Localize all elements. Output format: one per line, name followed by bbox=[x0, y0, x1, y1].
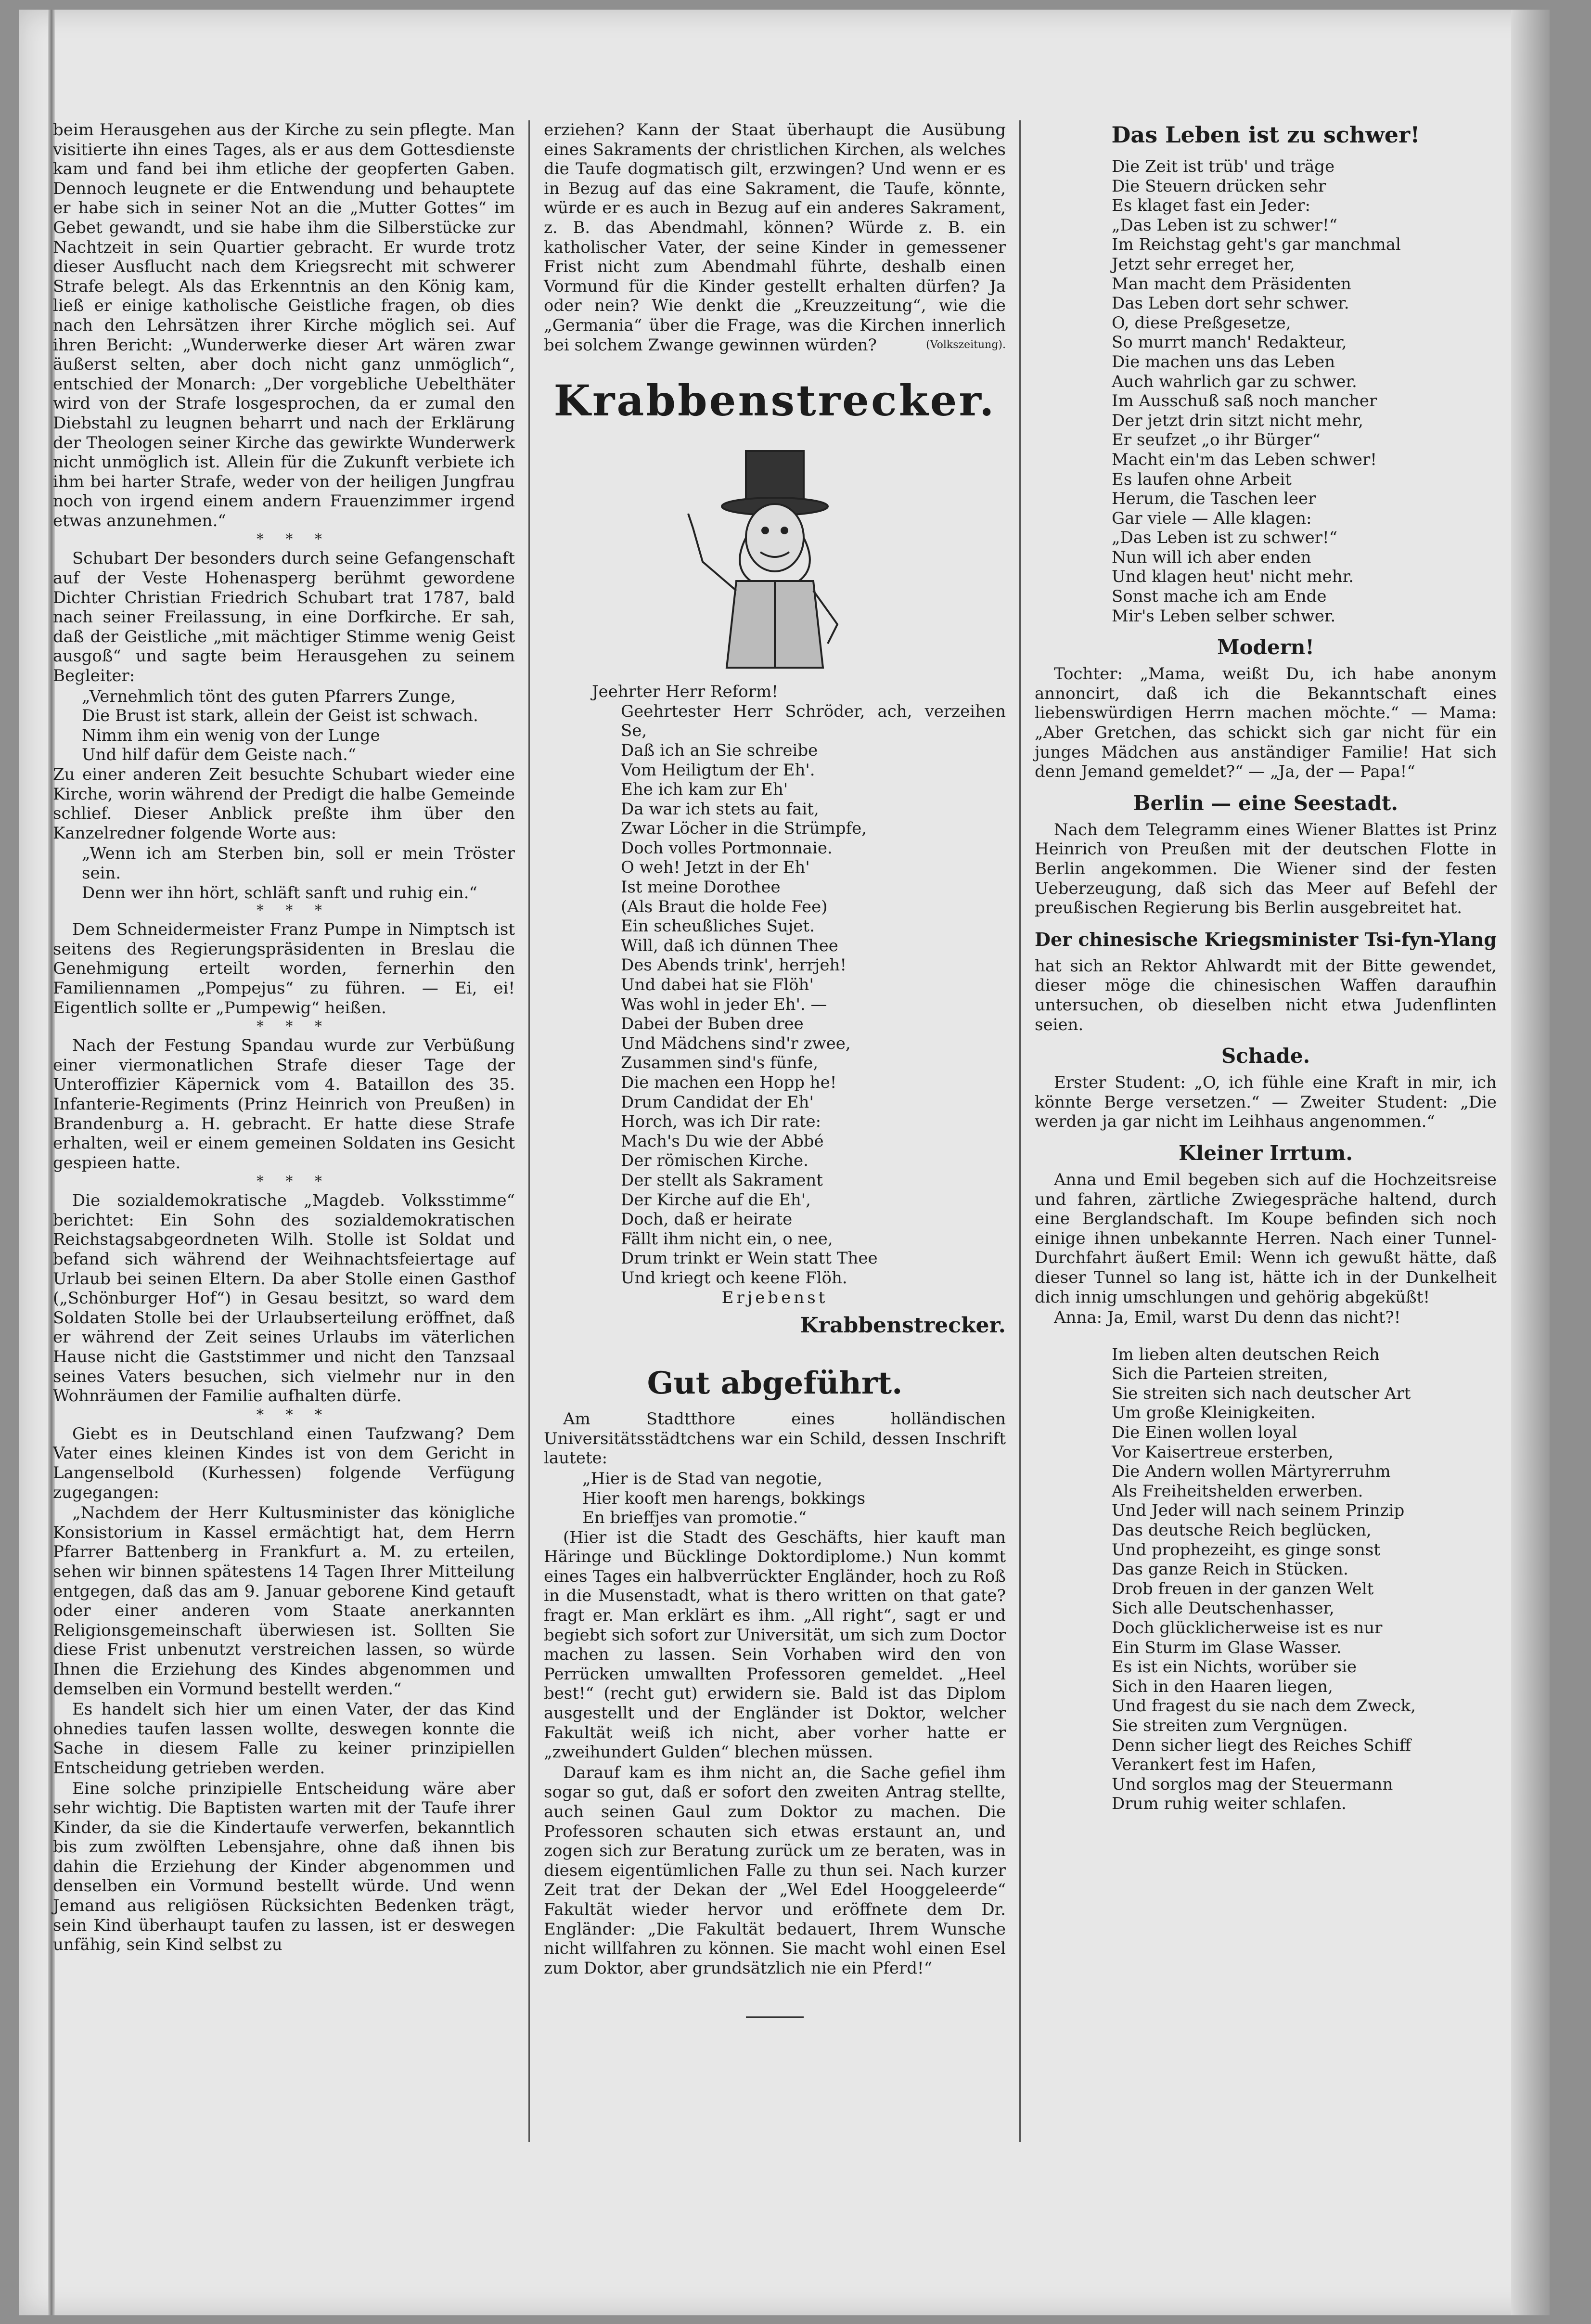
heading-leben-zu-schwer: Das Leben ist zu schwer! bbox=[1111, 122, 1420, 148]
poem bbox=[1112, 157, 1497, 626]
poem-line: Gar viele — Alle klagen: bbox=[1112, 508, 1312, 528]
poem-line: Man macht dem Präsidenten bbox=[1112, 274, 1351, 294]
poem-line: Sie streiten zum Vergnügen. bbox=[1112, 1716, 1348, 1735]
article-paragraph: Dem Schneidermeister Franz Pumpe in Nimptsch ist seitens des Regierungspräsidenten in Breslau die Genehmigung erteilt worden, fernerhin den Familiennamen „Pompejus“ zu führen. — Ei, ei! Eigentlich sollte er „Pumpewig“ heißen. bbox=[53, 920, 515, 1018]
article-paragraph: Am Stadtthore eines holländischen Universitätsstädtchens war ein Schild, dessen Inschrift lautete: bbox=[544, 1409, 1006, 1468]
poem-line: Die Andern wollen Märtyrerruhm bbox=[1112, 1462, 1391, 1482]
poem-line: Und dabei hat sie Flöh' bbox=[621, 975, 814, 995]
poem-line: Im lieben alten deutschen Reich bbox=[1112, 1344, 1380, 1364]
article-paragraph: „Nachdem der Herr Kultusminister das königliche Konsistorium in Kassel ermächtigt hat, dem Herrn Pfarrer Battenberg in Frankfurt a. M. zu erteilen, sehen wir binnen spätestens 14 Tagen Ihrer Mitteilung entgegen, daß das am 9. Januar geborene Kind getauft oder einer anderen vom Staate anerkannten Religionsgemeinschaft überwiesen ist. Sollten Sie diese Frist unbenutzt verstreichen lassen, so würde Ihnen die Erziehung des Kindes abgenommen und demselben ein Vormund bestellt werden.“ bbox=[53, 1503, 515, 1699]
poem-line: Doch, daß er heirate bbox=[621, 1210, 793, 1229]
article-paragraph: Nach dem Telegramm eines Wiener Blattes ist Prinz Heinrich von Preußen mit der deutschen Flotte in Berlin angekommen. Die Wiener sind der festen Ueberzeugung, daß sich das Meer auf Befehl der preußischen Regierung bis Berlin ausgebreitet hat. bbox=[1035, 820, 1497, 918]
poem-line: Fällt ihm nicht ein, o nee, bbox=[621, 1229, 833, 1249]
article-paragraph: Nach der Festung Spandau wurde zur Verbüßung einer viermonatlichen Strafe dieser Tage der Unteroffizier Käpernick vom 4. Bataillon des 35. Infanterie-Regiments (Prinz Heinrich von Preußen) in Brandenburg a. H. gebracht. Er hatte diese Strafe erhalten, weil er einem gemeinen Soldaten ins Gesicht gespieen hatte. bbox=[53, 1036, 515, 1173]
verse-quote bbox=[53, 844, 515, 903]
poem-line: Drum ruhig weiter schlafen. bbox=[1112, 1794, 1347, 1814]
column-rule bbox=[528, 120, 530, 2142]
caricature-illustration bbox=[674, 441, 876, 672]
verse-line: „Vernehmlich tönt des guten Pfarrers Zunge, bbox=[82, 686, 456, 706]
article-paragraph: Tochter: „Mama, weißt Du, ich habe anonym annoncirt, daß ich die Bekanntschaft eines liebenswürdigen Herrn machen möchte.“ — Mama: „Aber Gretchen, das schickt sich gar nicht für ein junges Mädchen aus anständiger Familie! Hat sich denn Jemand gemeldet?“ — „Ja, der — Papa!“ bbox=[1035, 664, 1497, 782]
poem-line: Mach's Du wie der Abbé bbox=[621, 1131, 824, 1151]
poem-line: Die machen uns das Leben bbox=[1112, 352, 1335, 372]
source-note: (Volkszeitung). bbox=[926, 338, 1006, 351]
poem-line: Und prophezeiht, es ginge sonst bbox=[1112, 1540, 1381, 1560]
poem-stanza bbox=[1112, 235, 1497, 313]
article-paragraph: Schubart Der besonders durch seine Gefangenschaft auf der Veste Hohenasperg berühmt gewordene Dichter Christian Friedrich Schubart trat 1787, bald nach seiner Freilassung, in eine Dorfkirche. Er sah, daß der Geistliche „mit mächtiger Stimme wenig Geist ausgoß“ und sagte beim Herausgehen zu seinem Begleiter: bbox=[53, 549, 515, 686]
separator-stars: * * * bbox=[256, 531, 331, 548]
poem-line: So murrt manch' Redakteur, bbox=[1112, 333, 1347, 352]
poem-line: Drum trinkt er Wein statt Thee bbox=[621, 1249, 878, 1268]
poem-line: Und Mädchens sind'r zwee, bbox=[621, 1033, 851, 1053]
poem-line: Ehe ich kam zur Eh' bbox=[621, 780, 788, 800]
poem-line: Es ist ein Nichts, worüber sie bbox=[1112, 1657, 1357, 1677]
verse-line: Und hilf dafür dem Geiste nach.“ bbox=[82, 745, 357, 765]
verse-line: „Wenn ich am Sterben bin, soll er mein Tröster sein. bbox=[82, 844, 515, 883]
poem-line: Es klaget fast ein Jeder: bbox=[1112, 196, 1310, 216]
column-1 bbox=[53, 120, 515, 1956]
poem-title: Jeehrter Herr Reform! bbox=[592, 682, 778, 702]
poem-line: Die Steuern drücken sehr bbox=[1112, 176, 1326, 196]
poem-line: Ein Sturm im Glase Wasser. bbox=[1112, 1638, 1342, 1657]
poem-line: Und sorglos mag der Steuermann bbox=[1112, 1774, 1393, 1794]
poem-line: Zwar Löcher in die Strümpfe, bbox=[621, 819, 867, 839]
poem-stanza bbox=[1112, 1345, 1497, 1423]
end-rule bbox=[746, 2016, 804, 2018]
verse-line: Die Brust ist stark, allein der Geist ist schwach. bbox=[82, 706, 478, 726]
poem-line: Der stellt als Sakrament bbox=[621, 1170, 823, 1190]
article-paragraph bbox=[544, 120, 1006, 355]
heading-berlin-seestadt: Berlin — eine Seestadt. bbox=[1133, 791, 1399, 815]
heading-kleiner-irrtum: Kleiner Irrtum. bbox=[1178, 1141, 1353, 1165]
poem-line: Ist meine Dorothee bbox=[621, 878, 781, 897]
poem-stanza bbox=[1112, 1657, 1497, 1735]
poem-line: O weh! Jetzt in der Eh' bbox=[621, 858, 810, 878]
heading-schade: Schade. bbox=[1221, 1044, 1310, 1068]
poem-line: Denn sicher liegt des Reiches Schiff bbox=[1112, 1735, 1411, 1755]
verse-line: Nimm ihm ein wenig von der Lunge bbox=[82, 725, 380, 745]
poem-line: Verankert fest im Hafen, bbox=[1112, 1755, 1317, 1775]
article-paragraph: Zu einer anderen Zeit besuchte Schubart wieder eine Kirche, worin während der Predigt die halbe Gemeinde schlief. Dieser Anblick preßte ihm über den Kanzelredner folgende Worte aus: bbox=[53, 765, 515, 843]
poem-line: Mir's Leben selber schwer. bbox=[1112, 606, 1336, 626]
poem-line: Doch volles Portmonnaie. bbox=[621, 838, 833, 858]
poem-line: Doch glücklicherweise ist es nur bbox=[1112, 1618, 1383, 1638]
poem-line: Vor Kaisertreue ersterben, bbox=[1112, 1442, 1334, 1462]
poem-line: Des Abends trink', herrjeh! bbox=[621, 955, 847, 975]
separator-stars: * * * bbox=[256, 902, 331, 919]
poem-line: Der Kirche auf die Eh', bbox=[621, 1190, 811, 1210]
poem-line: Drum Candidat der Eh' bbox=[621, 1092, 814, 1112]
article-paragraph: Giebt es in Deutschland einen Taufzwang? Dem Vater eines kleinen Kindes ist von dem Gericht in Langenselbold (Kurhessen) folgende Verfügung zugegangen: bbox=[53, 1424, 515, 1502]
poem-line: Was wohl in jeder Eh'. — bbox=[621, 994, 827, 1014]
article-paragraph: beim Herausgehen aus der Kirche zu sein pflegte. Man visitierte ihn eines Tages, als er aus dem Gottesdienste kam und fand bei ihm etliche der geopferten Gaben. Dennoch leugnete er die Entwendung und behauptete er habe sich in seiner Not an die „Mutter Gottes“ im Gebet gewandt, und sie habe ihm die Silberstücke zur Nachtzeit in sein Quartier gebracht. Er wurde trotz dieser Ausflucht nach dem Kriegsrecht mit schwerer Strafe belegt. Als das Erkenntnis an den König kam, ließ er einige katholische Geistliche fragen, ob dies nach den Lehrsätzen ihrer Kirche möglich sei. Auf ihren Bericht: „Wunderwerke dieser Art wären zwar äußerst selten, aber doch nicht ganz unmöglich“, entschied der Monarch: „Der vorgebliche Uebelthäter wird von der Strafe losgesprochen, da er zumal den Diebstahl zu leugnen beharrt und nach der Erklärung der Theologen seiner Kirche das gewirkte Wunderwerk nicht unmöglich ist. Allein für die Zukunft verbiete ich ihm bei harter Strafe, weder von der heiligen Jungfrau noch von irgend einem andern Frauenzimmer irgend etwas anzunehmen.“ bbox=[53, 120, 515, 530]
poem-line: Dabei der Buben dree bbox=[621, 1014, 804, 1034]
poem-line: (Als Braut die holde Fee) bbox=[621, 897, 828, 917]
article-paragraph: Eine solche prinzipielle Entscheidung wäre aber sehr wichtig. Die Baptisten warten mit der Taufe ihrer Kinder, da sie die Kindertaufe verwerfen, bekanntlich bis zum zwölften Lebensjahre, ohne daß ihnen bis dahin die Erziehung der Kinder abgenommen und denselben ein Vormund bestellt würde. Und wenn Jemand aus religiösen Rücksichten Bedenken trägt, sein Kind überhaupt taufen zu lassen, ist er deswegen unfähig, sein Kind selbst zu bbox=[53, 1779, 515, 1955]
poem-line: Und klagen heut' nicht mehr. bbox=[1112, 567, 1354, 587]
poem-line: O, diese Preßgesetze, bbox=[1112, 313, 1291, 333]
poem-line: Ein scheußliches Sujet. bbox=[621, 917, 815, 936]
poem-line: Daß ich an Sie schreibe bbox=[621, 740, 818, 760]
poem-line: Die machen een Hopp he! bbox=[621, 1073, 837, 1092]
heading-gut-abgefuehrt: Gut abgeführt. bbox=[647, 1365, 903, 1402]
poem-line: Und Jeder will nach seinem Prinzip bbox=[1112, 1501, 1405, 1521]
page-edge bbox=[1511, 10, 1550, 2315]
column-3 bbox=[1035, 120, 1497, 1814]
poem-line: Und fragest du sie nach dem Zweck, bbox=[1112, 1696, 1416, 1716]
poem-stanza bbox=[1112, 1423, 1497, 1501]
poem-line: Auch wahrlich gar zu schwer. bbox=[1112, 372, 1357, 391]
poem-line: Das ganze Reich in Stücken. bbox=[1112, 1560, 1348, 1579]
column-rule bbox=[1019, 120, 1021, 2142]
article-paragraph: Anna: Ja, Emil, warst Du denn das nicht?! bbox=[1054, 1308, 1401, 1328]
heading-kriegsminister: Der chinesische Kriegsminister Tsi-fyn-Ylang bbox=[1035, 928, 1497, 950]
poem-line: Nun will ich aber enden bbox=[1112, 547, 1311, 567]
poem-line: Und kriegt och keene Flöh. bbox=[621, 1268, 847, 1288]
poem-line: Sonst mache ich am Ende bbox=[1112, 587, 1327, 607]
poem-line: Die Einen wollen loyal bbox=[1112, 1423, 1297, 1443]
poem-line: Vom Heiligtum der Eh'. bbox=[621, 760, 815, 780]
poem-stanza bbox=[1112, 1501, 1497, 1579]
article-paragraph: (Hier ist die Stadt des Geschäfts, hier kauft man Häringe und Bücklinge Doktordiplome.) Nun kommt eines Tages ein halbverrückter Engländer, hoch zu Roß in die Musenstadt, what is thero written on that gate? fragt er. Man erklärt es ihm. „All right“, sagt er und begiebt sich sofort zur Universität, um sich zum Doctor machen zu lassen. Sein Vorhaben wird den von Perrücken umwallten Professoren gemeldet. „Heel best!“ (recht gut) erwidern sie. Bald ist das Diplom ausgestellt und der Engländer ist Doktor, welcher Fakultät weiß ich nicht, aber vorher hatte er „zweihundert Gulden“ blechen müssen. bbox=[544, 1527, 1006, 1762]
signature-greeting: Erjebenst bbox=[721, 1288, 828, 1307]
poem-line: „Das Leben ist zu schwer!“ bbox=[1112, 528, 1338, 548]
dutch-inscription bbox=[544, 1469, 1006, 1528]
poem-line: Das deutsche Reich beglücken, bbox=[1112, 1521, 1372, 1540]
separator-stars: * * * bbox=[256, 1173, 331, 1190]
newspaper-page bbox=[19, 10, 1550, 2315]
column-2 bbox=[544, 120, 1006, 2018]
poem-line: Es laufen ohne Arbeit bbox=[1112, 469, 1292, 489]
heading-krabbenstrecker: Krabbenstrecker. bbox=[553, 375, 996, 426]
article-paragraph: Die sozialdemokratische „Magdeb. Volksstimme“ berichtet: Ein Sohn des sozialdemokratischen Reichstagsabgeordneten Wilh. Stolle ist Soldat und befand sich während der Weihnachtsfeiertage auf Urlaub bei seinen Eltern. Da aber Stolle einen Gasthof („Schönburger Hof“) in Gesau besitzt, so ward dem Soldaten Stolle bei der Urlaubserteilung eröffnet, daß er während der Zeit seines Urlaubs im väterlichen Hause nicht die Gaststimmer und nicht den Tanzsaal seines Vaters besuchen, sich vielmehr nur in den Wohnräumen der Familie aufhalten dürfe. bbox=[53, 1191, 515, 1406]
poem bbox=[592, 682, 1006, 1288]
poem-line: Horch, was ich Dir rate: bbox=[621, 1112, 821, 1132]
article-paragraph: hat sich an Rektor Ahlwardt mit der Bitte gewendet, dieser möge die chinesischen Waffen daraufhin untersuchen, ob dieselben nicht etwa Judenflinten seien. bbox=[1035, 956, 1497, 1034]
inscription-line: „Hier is de Stad van negotie, bbox=[582, 1469, 822, 1488]
poem-line: Der jetzt drin sitzt nicht mehr, bbox=[1112, 411, 1363, 430]
poem-line: Herum, die Taschen leer bbox=[1112, 489, 1316, 509]
verse-line: Denn wer ihn hört, schläft sanft und ruhig ein.“ bbox=[82, 883, 477, 903]
poem-line: Zusammen sind's fünfe, bbox=[621, 1053, 819, 1073]
poem-line: Das Leben dort sehr schwer. bbox=[1112, 294, 1349, 313]
poem-line: Sich die Parteien streiten, bbox=[1112, 1364, 1328, 1384]
article-paragraph: Anna und Emil begeben sich auf die Hochzeitsreise und fahren, zärtliche Zwiegespräche haltend, durch eine Berglandschaft. Im Koupe befinden sich noch einige ihnen unbekannte Herren. Nach einer Tunnel-Durchfahrt äußert Emil: Wenn ich gewußt hätte, daß dieser Tunnel so lang ist, hätte ich in der Dunkelheit dich innig umschlungen und gehörig abgeküßt! bbox=[1035, 1170, 1497, 1307]
poem-line: Sie streiten sich nach deutscher Art bbox=[1112, 1383, 1411, 1403]
poem-stanza bbox=[1112, 313, 1497, 391]
poem-line: Drob freuen in der ganzen Welt bbox=[1112, 1579, 1374, 1599]
inscription-line: En brieffjes van promotie.“ bbox=[582, 1508, 807, 1528]
poem-stanza bbox=[1112, 1579, 1497, 1657]
poem-line: Als Freiheitshelden erwerben. bbox=[1112, 1481, 1363, 1501]
verse-quote bbox=[53, 687, 515, 765]
poem bbox=[1112, 1345, 1497, 1814]
poem-stanza bbox=[1112, 391, 1497, 469]
poem-line: Die Zeit ist trüb' und träge bbox=[1112, 157, 1335, 176]
signature: Krabbenstrecker. bbox=[800, 1313, 1006, 1338]
poem-line: Der römischen Kirche. bbox=[621, 1151, 808, 1171]
poem-line: Geehrtester Herr Schröder, ach, verzeihen Se, bbox=[621, 701, 1006, 741]
poem-line: Sich alle Deutschenhasser, bbox=[1112, 1599, 1334, 1618]
poem-line: Er seufzet „o ihr Bürger“ bbox=[1112, 430, 1321, 450]
heading-modern: Modern! bbox=[1217, 635, 1314, 659]
article-text: erziehen? Kann der Staat überhaupt die Ausübung eines Sakraments der christlichen Kirchen, als welches die Taufe dogmatisch gilt, erzwingen? Und wenn er es in Bezug auf das eine Sakrament, die Taufe, könnte, würde er es auch in Bezug auf ein anderes Sakrament, z. B. das Abendmahl, können? Würde z. B. ein katholischer Vater, der seine Kinder in gemessener Frist nicht zum Abendmahl führte, deshalb einen Vormund für die Kinder gestellt erhalten dürfen? Ja oder nein? Wie denkt die „Kreuzzeitung“, wie die „Germania“ über die Frage, was die Kirchen innerlich bei solchem Zwange gewinnen würden? bbox=[544, 120, 1006, 355]
poem-line: Jetzt sehr erreget her, bbox=[1112, 254, 1295, 274]
poem-line: Da war ich stets au fait, bbox=[621, 799, 819, 819]
poem-line: Um große Kleinigkeiten. bbox=[1112, 1403, 1316, 1423]
inscription-line: Hier kooft men harengs, bokkings bbox=[582, 1488, 866, 1508]
poem-line: Im Reichstag geht's gar manchmal bbox=[1112, 235, 1401, 255]
poem-stanza bbox=[1112, 1736, 1497, 1814]
poem-line: Will, daß ich dünnen Thee bbox=[621, 936, 838, 955]
poem-line: Sich in den Haaren liegen, bbox=[1112, 1677, 1333, 1696]
poem-stanza bbox=[1112, 470, 1497, 548]
article-paragraph: Erster Student: „O, ich fühle eine Kraft in mir, ich könnte Berge versetzen.“ — Zweiter Student: „Die werden ja gar nicht im Leihhaus angenommen.“ bbox=[1035, 1073, 1497, 1132]
article-paragraph: Es handelt sich hier um einen Vater, der das Kind ohnedies taufen lassen wollte, deswegen konnte die Sache in diesem Falle zu keiner prinzipiellen Entscheidung getrieben werden. bbox=[53, 1700, 515, 1778]
poem-line: „Das Leben ist zu schwer!“ bbox=[1112, 215, 1338, 235]
separator-stars: * * * bbox=[256, 1406, 331, 1423]
poem-line: Im Ausschuß saß noch mancher bbox=[1112, 391, 1377, 411]
poem-stanza bbox=[1112, 157, 1497, 235]
separator-stars: * * * bbox=[256, 1018, 331, 1035]
poem-stanza bbox=[1112, 548, 1497, 626]
poem-line: Macht ein'm das Leben schwer! bbox=[1112, 450, 1377, 469]
article-paragraph: Darauf kam es ihm nicht an, die Sache gefiel ihm sogar so gut, daß er sofort den zweiten Antrag stellte, auch seinen Gaul zum Doktor zu machen. Die Professoren schauten sich etwas erstaunt an, und zogen sich zur Beratung zurück um ze beraten, was in diesem eigentümlichen Falle zu thun sei. Nach kurzer Zeit trat der Dekan der „Wel Edel Hooggeleerde“ Fakultät wieder hervor und eröffnete dem Dr. Engländer: „Die Fakultät bedauert, Ihrem Wunsche nicht willfahren zu können. Sie macht wohl einen Esel zum Doktor, aber grundsätzlich nie ein Pferd!“ bbox=[544, 1763, 1006, 1978]
